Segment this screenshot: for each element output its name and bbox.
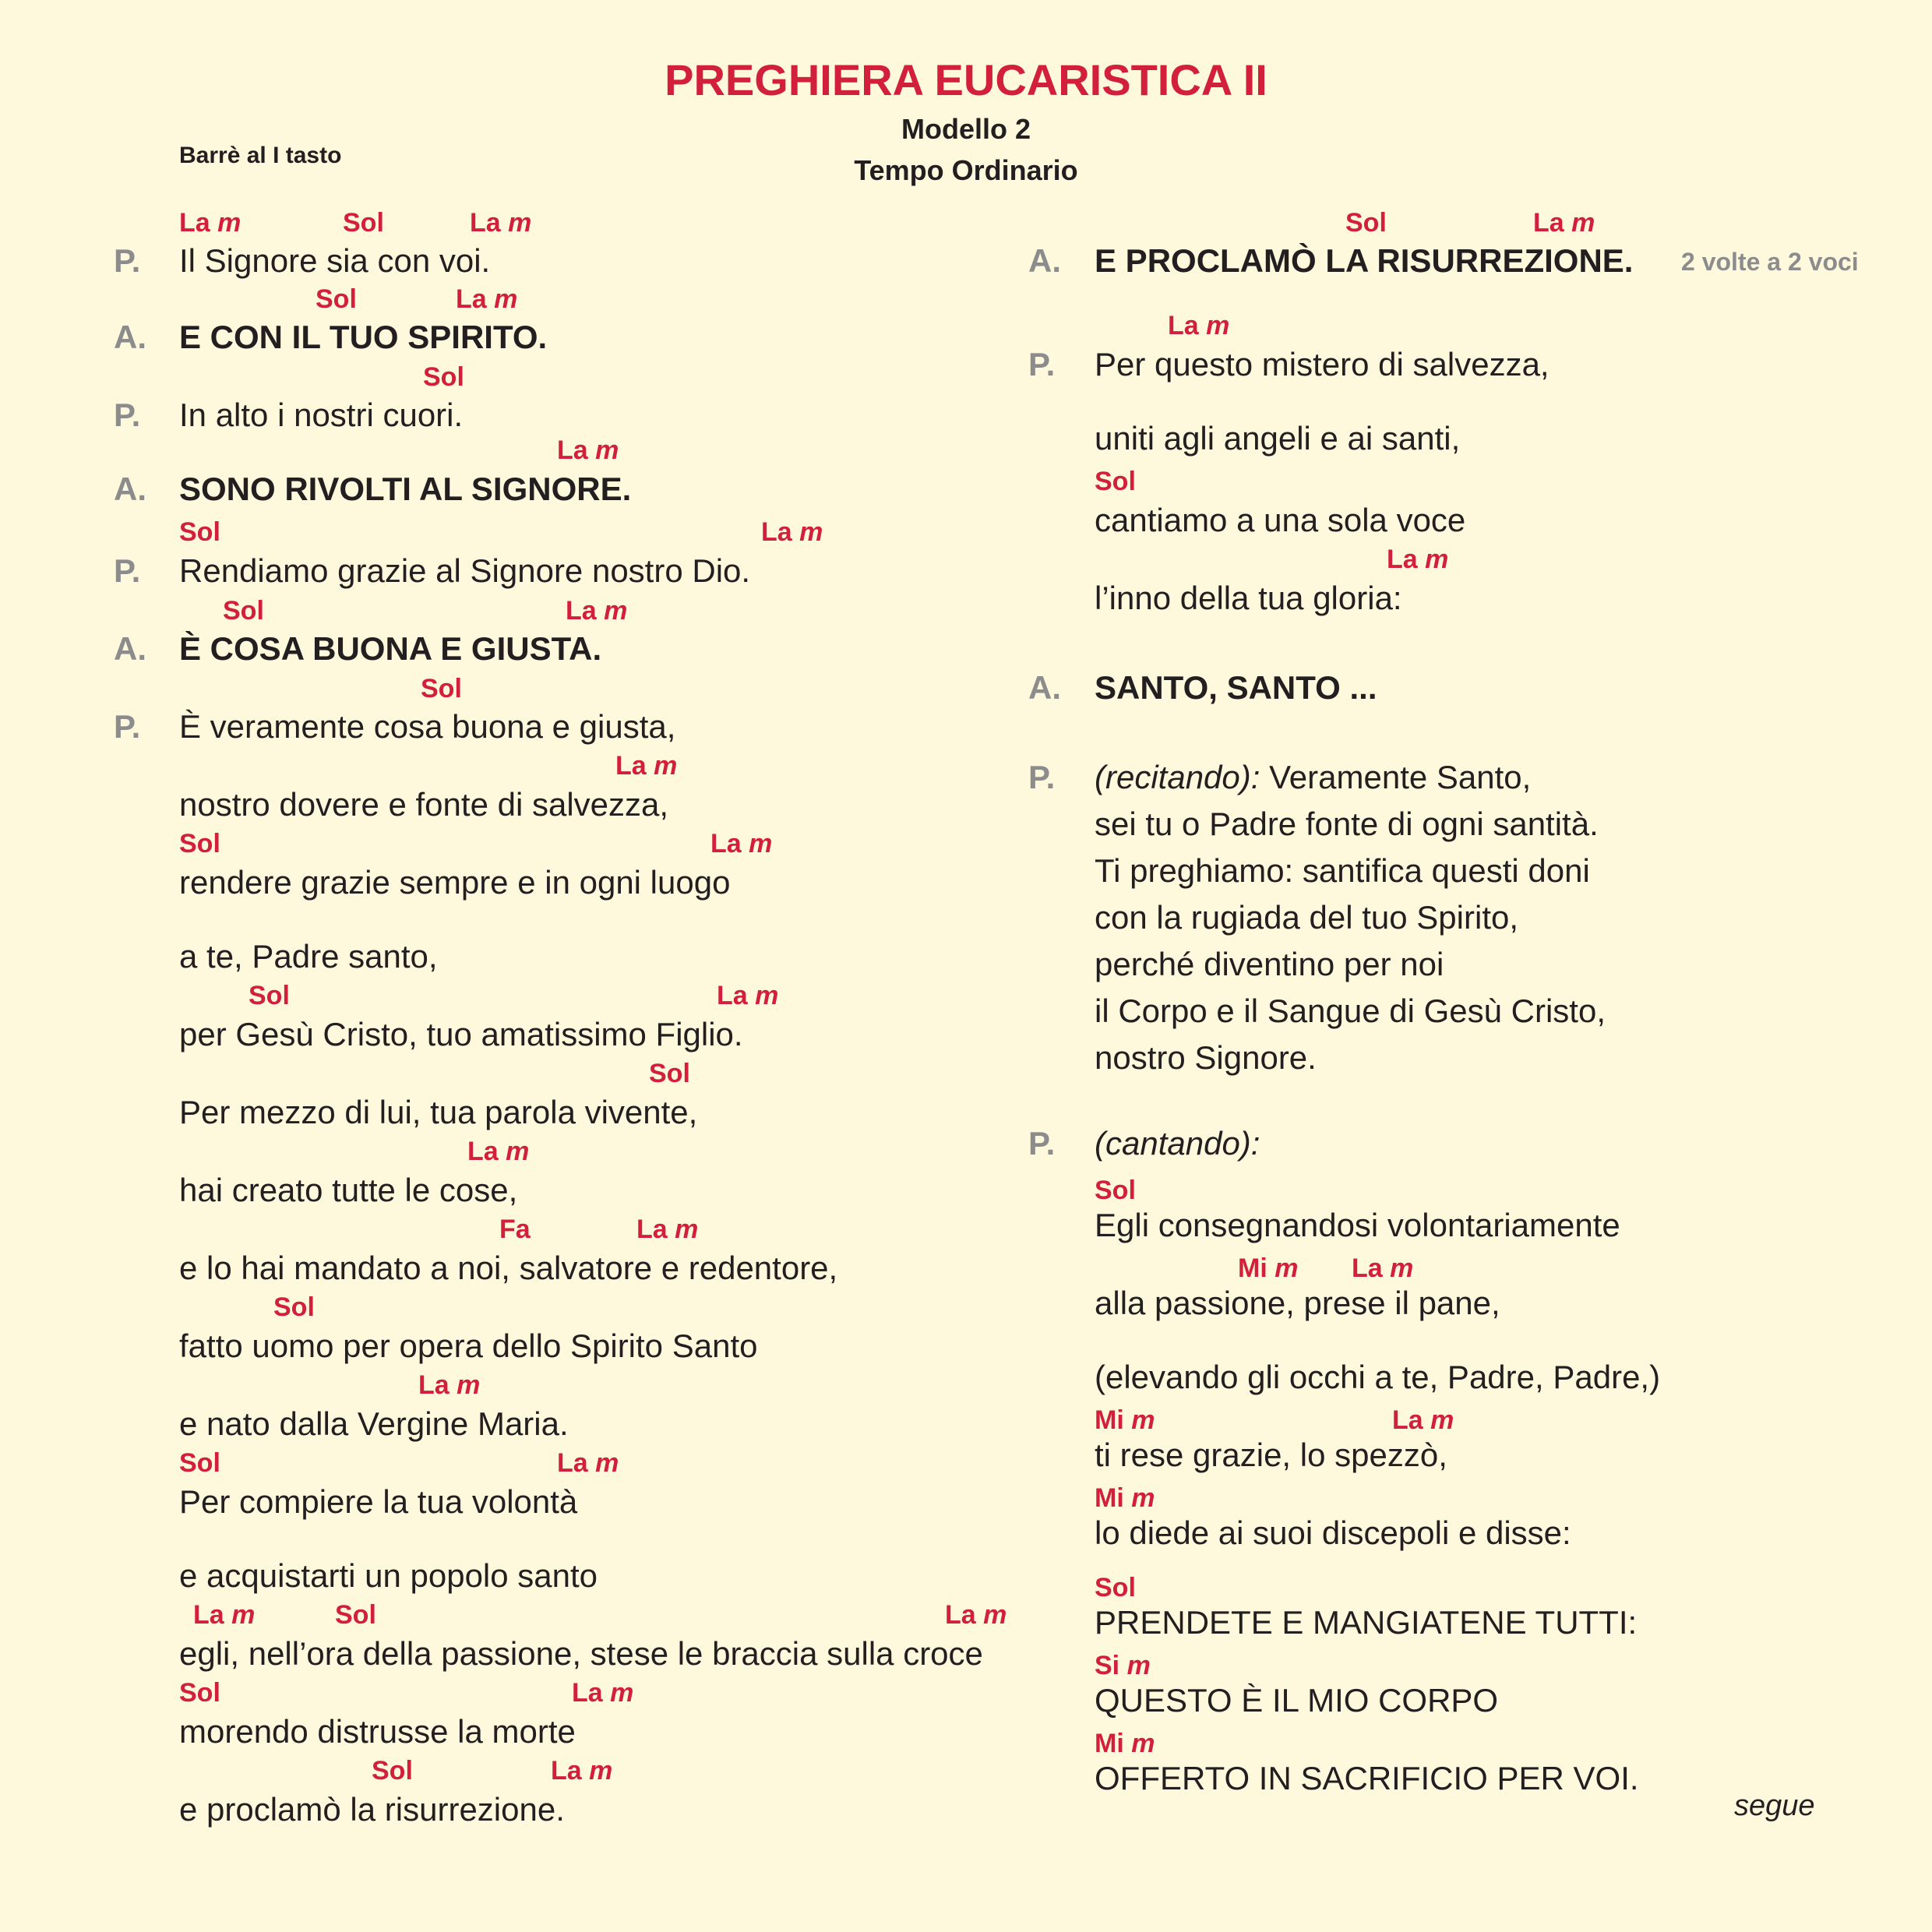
lyric-line: [179, 865, 730, 901]
chord-label: [456, 285, 517, 313]
chord-label: [566, 597, 627, 625]
lyric-line: [179, 1095, 697, 1130]
lyric-line: [1095, 1208, 1620, 1243]
chord-minor: m: [610, 1678, 634, 1708]
chord-label: [636, 1215, 698, 1243]
chord-name: Sol: [179, 1678, 220, 1708]
lyric-line: [1095, 502, 1465, 538]
chord-minor: m: [1274, 1253, 1299, 1283]
speaker-label: A.: [114, 630, 146, 667]
chord-name: Sol: [316, 284, 357, 314]
lyric-text: nostro dovere e fonte di salvezza,: [179, 786, 669, 823]
lyric-line: [179, 1328, 757, 1364]
speaker-label: A.: [114, 319, 146, 355]
chord-label: [316, 285, 357, 313]
chord-name: La: [566, 596, 597, 626]
chord-minor: m: [1131, 1729, 1155, 1758]
chord-name: La: [615, 751, 647, 781]
chord-minor: m: [983, 1600, 1007, 1630]
lyric-text: Egli consegnandosi volontariamente: [1095, 1207, 1620, 1243]
lyric-line: [1095, 993, 1606, 1029]
lyric-text: e nato dalla Vergine Maria.: [179, 1405, 569, 1442]
chord-name: La: [1533, 208, 1564, 238]
chord-minor: m: [1430, 1405, 1454, 1435]
chord-name: La: [1352, 1253, 1383, 1283]
chord-minor: m: [457, 1370, 481, 1400]
chord-minor: m: [595, 435, 619, 465]
chord-minor: m: [749, 829, 773, 858]
chord-name: La: [179, 208, 210, 238]
lyric-line: [1095, 1359, 1660, 1395]
chord-label: [273, 1293, 315, 1321]
chord-minor: m: [1425, 545, 1449, 574]
chord-name: La: [1387, 545, 1418, 574]
lyric-line: [1095, 947, 1444, 982]
repeat-note: 2 volte a 2 voci: [1681, 248, 1859, 276]
lyric-line: [1095, 1683, 1498, 1719]
chord-name: La: [557, 435, 588, 465]
speaker-label: A.: [1028, 242, 1061, 279]
chord-label: [1095, 1652, 1151, 1680]
lyric-text: perché diventino per noi: [1095, 946, 1444, 982]
lyric-text: Per mezzo di lui, tua parola vivente,: [179, 1094, 698, 1130]
lyric-text: uniti agli angeli e ai santi,: [1095, 420, 1461, 457]
subtitle-season: Tempo Ordinario: [854, 154, 1078, 186]
chord-name: Sol: [179, 517, 220, 547]
chord-name: La: [636, 1215, 668, 1244]
chord-name: La: [557, 1448, 588, 1478]
chord-label: [179, 209, 241, 237]
chord-name: La: [945, 1600, 976, 1630]
chord-minor: m: [494, 284, 518, 314]
chord-minor: m: [1126, 1651, 1151, 1680]
chord-minor: m: [1390, 1253, 1414, 1283]
chord-minor: m: [595, 1448, 619, 1478]
chord-minor: m: [675, 1215, 699, 1244]
chord-name: Sol: [1095, 1176, 1136, 1205]
lyric-line: [1095, 1515, 1571, 1551]
lyric-line: [1095, 760, 1531, 795]
lyric-text: Per compiere la tua volontà: [179, 1483, 578, 1520]
chord-label: [1095, 467, 1136, 495]
chord-minor: m: [231, 1600, 256, 1630]
speaker-label: P.: [114, 552, 141, 589]
chord-label: [761, 518, 823, 546]
lyric-text: l’inno della tua gloria:: [1095, 580, 1402, 616]
lyric-line: [1095, 1126, 1260, 1162]
lyric-text: il Corpo e il Sangue di Gesù Cristo,: [1095, 992, 1606, 1029]
chord-name: Sol: [179, 829, 220, 858]
chord-label: [470, 209, 531, 237]
chord-label: [649, 1059, 690, 1088]
chord-name: Sol: [423, 362, 464, 392]
chord-name: La: [193, 1600, 224, 1630]
chord-label: [418, 1371, 480, 1399]
lyric-line: [1095, 421, 1460, 457]
lyric-text: ti rese grazie, lo spezzò,: [1095, 1437, 1447, 1473]
lyric-line: [179, 1714, 576, 1750]
lyric-text: sei tu o Padre fonte di ogni santità.: [1095, 806, 1599, 842]
lyric-text: con la rugiada del tuo Spirito,: [1095, 899, 1519, 936]
chord-name: Sol: [223, 596, 264, 626]
chord-label: [557, 1449, 619, 1477]
speaker-label: A.: [1028, 669, 1061, 706]
chord-name: Sol: [273, 1292, 315, 1322]
lyric-line: [1095, 1605, 1637, 1641]
chord-label: [499, 1215, 531, 1243]
lyric-line: [1095, 900, 1518, 936]
lyric-line: [179, 553, 750, 589]
lyric-text: fatto uomo per opera dello Spirito Santo: [179, 1327, 758, 1364]
lyric-text: per Gesù Cristo, tuo amatissimo Figlio.: [179, 1016, 743, 1052]
barre-note: Barrè al I tasto: [179, 143, 342, 168]
chord-minor: m: [604, 596, 628, 626]
lyric-text: alla passione, prese il pane,: [1095, 1285, 1500, 1321]
chord-minor: m: [1131, 1405, 1155, 1435]
chord-label: [557, 436, 619, 464]
lyric-line: [179, 1406, 569, 1442]
lyric-line: [179, 787, 668, 823]
chord-label: [551, 1757, 612, 1785]
speaker-label: A.: [114, 471, 146, 507]
chord-name: La: [1392, 1405, 1423, 1435]
lyric-text: Per questo mistero di salvezza,: [1095, 346, 1549, 383]
lyric-line: [179, 1017, 743, 1052]
lyric-line: [179, 1484, 577, 1520]
chord-label: [1095, 1729, 1155, 1757]
lyric-line: [179, 939, 438, 975]
chord-minor: m: [506, 1137, 530, 1166]
lyric-text: hai creato tutte le cose,: [179, 1172, 518, 1208]
chord-name: Sol: [179, 1448, 220, 1478]
lyric-line: [179, 709, 675, 745]
lyric-line: [179, 1172, 517, 1208]
chord-name: Sol: [249, 981, 290, 1010]
chord-label: [249, 982, 290, 1010]
segue-label: segue: [1734, 1789, 1815, 1822]
lyric-text: e acquistarti un popolo santo: [179, 1557, 598, 1594]
speaker-label: P.: [114, 397, 141, 433]
lyric-text: rendere grazie sempre e in ogni luogo: [179, 864, 731, 901]
chord-name: Si: [1095, 1651, 1120, 1680]
lyric-line: [1095, 806, 1599, 842]
chord-name: La: [1168, 311, 1199, 340]
chord-label: [179, 1449, 220, 1477]
lyric-line: [1095, 1285, 1500, 1321]
lyric-text: SANTO, SANTO ...: [1095, 669, 1377, 706]
chord-name: Sol: [372, 1756, 413, 1786]
speaker-label: P.: [114, 708, 141, 745]
lyric-line: [179, 1558, 598, 1594]
chord-label: [572, 1679, 633, 1707]
lyric-text: OFFERTO IN SACRIFICIO PER VOI.: [1095, 1760, 1639, 1796]
direction-text: (cantando):: [1095, 1125, 1260, 1162]
chord-name: Fa: [499, 1215, 531, 1244]
speaker-label: P.: [1028, 1125, 1056, 1162]
chord-label: [1352, 1254, 1413, 1282]
chord-label: [179, 1679, 220, 1707]
lyric-text: cantiamo a una sola voce: [1095, 502, 1466, 538]
chord-label: [179, 518, 220, 546]
chord-minor: m: [1571, 208, 1595, 238]
chord-name: Sol: [421, 674, 462, 703]
chord-name: Mi: [1095, 1483, 1124, 1513]
lyric-line: [1095, 580, 1402, 616]
lyric-line: [179, 1636, 983, 1672]
lyric-text: Il Signore sia con voi.: [179, 242, 491, 279]
lyric-line: [179, 471, 631, 507]
chord-label: [1238, 1254, 1298, 1282]
chord-label: [1168, 312, 1229, 340]
speaker-label: P.: [114, 242, 141, 279]
chord-label: [343, 209, 384, 237]
chord-name: La: [710, 829, 742, 858]
chord-name: Sol: [343, 208, 384, 238]
lyric-text: Rendiamo grazie al Signore nostro Dio.: [179, 552, 751, 589]
chord-label: [335, 1601, 376, 1629]
lyric-text: E PROCLAMÒ LA RISURREZIONE.: [1095, 242, 1634, 279]
chord-name: La: [418, 1370, 450, 1400]
chord-label: [1345, 209, 1387, 237]
chord-name: Mi: [1095, 1405, 1124, 1435]
chord-name: La: [456, 284, 487, 314]
lyric-text: Ti preghiamo: santifica questi doni: [1095, 852, 1590, 889]
lyric-text: morendo distrusse la morte: [179, 1713, 576, 1750]
lyric-line: [179, 1792, 565, 1828]
chord-name: La: [551, 1756, 582, 1786]
chord-label: [467, 1137, 529, 1165]
chord-label: [421, 675, 462, 703]
lyric-line: [1095, 347, 1549, 383]
chord-name: La: [717, 981, 748, 1010]
lyric-line: [179, 631, 601, 667]
chord-name: Sol: [649, 1059, 690, 1088]
chord-minor: m: [1206, 311, 1230, 340]
chord-label: [615, 752, 677, 780]
chord-label: [179, 830, 220, 858]
chord-label: [945, 1601, 1007, 1629]
chord-minor: m: [755, 981, 779, 1010]
lyric-line: [179, 397, 463, 433]
chord-label: [717, 982, 778, 1010]
lyric-line: [1095, 1437, 1447, 1473]
lyric-line: [1095, 243, 1633, 279]
chord-minor: m: [589, 1756, 613, 1786]
lyric-line: [1095, 853, 1590, 889]
chord-label: [423, 363, 464, 391]
chord-label: [710, 830, 772, 858]
lyric-text: E CON IL TUO SPIRITO.: [179, 319, 548, 355]
lyric-text: e lo hai mandato a noi, salvatore e redentore,: [179, 1250, 838, 1286]
chord-label: [1095, 1484, 1155, 1512]
chord-label: [223, 597, 264, 625]
lyric-text: e proclamò la risurrezione.: [179, 1791, 565, 1828]
lyric-text: egli, nell’ora della passione, stese le braccia sulla croce: [179, 1635, 983, 1672]
speaker-label: P.: [1028, 346, 1056, 383]
chord-name: Sol: [1345, 208, 1387, 238]
chord-minor: m: [1131, 1483, 1155, 1513]
chord-name: La: [572, 1678, 603, 1708]
lyric-text: È veramente cosa buona e giusta,: [179, 708, 676, 745]
lyric-line: [1095, 1040, 1317, 1076]
chord-name: La: [470, 208, 501, 238]
chord-minor: m: [799, 517, 823, 547]
chord-label: [1533, 209, 1595, 237]
lyric-line: [179, 243, 490, 279]
chord-name: Sol: [1095, 467, 1136, 496]
chord-name: Mi: [1238, 1253, 1267, 1283]
chord-label: [1387, 545, 1448, 573]
lyric-text: Veramente Santo,: [1260, 759, 1532, 795]
lyric-text: QUESTO È IL MIO CORPO: [1095, 1682, 1499, 1719]
lyric-text: PRENDETE E MANGIATENE TUTTI:: [1095, 1604, 1638, 1641]
subtitle-model: Modello 2: [901, 113, 1031, 145]
lyric-line: [1095, 1761, 1639, 1796]
lyric-text: lo diede ai suoi discepoli e disse:: [1095, 1514, 1571, 1551]
chord-name: La: [761, 517, 792, 547]
lyric-text: a te, Padre santo,: [179, 938, 438, 975]
chord-name: Sol: [1095, 1573, 1136, 1602]
chord-minor: m: [217, 208, 242, 238]
lyric-text: nostro Signore.: [1095, 1039, 1317, 1076]
lyric-line: [1095, 670, 1377, 706]
speaker-label: P.: [1028, 759, 1056, 795]
lyric-text: (elevando gli occhi a te, Padre, Padre,): [1095, 1359, 1661, 1395]
chord-label: [372, 1757, 413, 1785]
page-title: PREGHIERA EUCARISTICA II: [665, 55, 1267, 104]
chord-minor: m: [654, 751, 678, 781]
chord-name: La: [467, 1137, 499, 1166]
lyric-text: In alto i nostri cuori.: [179, 397, 464, 433]
lyric-line: [179, 319, 547, 355]
chord-name: Sol: [335, 1600, 376, 1630]
lyric-line: [179, 1250, 837, 1286]
chord-label: [193, 1601, 255, 1629]
chord-label: [1392, 1406, 1454, 1434]
lyric-text: È COSA BUONA E GIUSTA.: [179, 630, 602, 667]
lyric-text: SONO RIVOLTI AL SIGNORE.: [179, 471, 632, 507]
chord-label: [1095, 1176, 1136, 1204]
chord-label: [1095, 1406, 1155, 1434]
chord-minor: m: [508, 208, 532, 238]
chord-label: [1095, 1574, 1136, 1602]
chord-name: Mi: [1095, 1729, 1124, 1758]
direction-text: (recitando):: [1095, 759, 1260, 795]
